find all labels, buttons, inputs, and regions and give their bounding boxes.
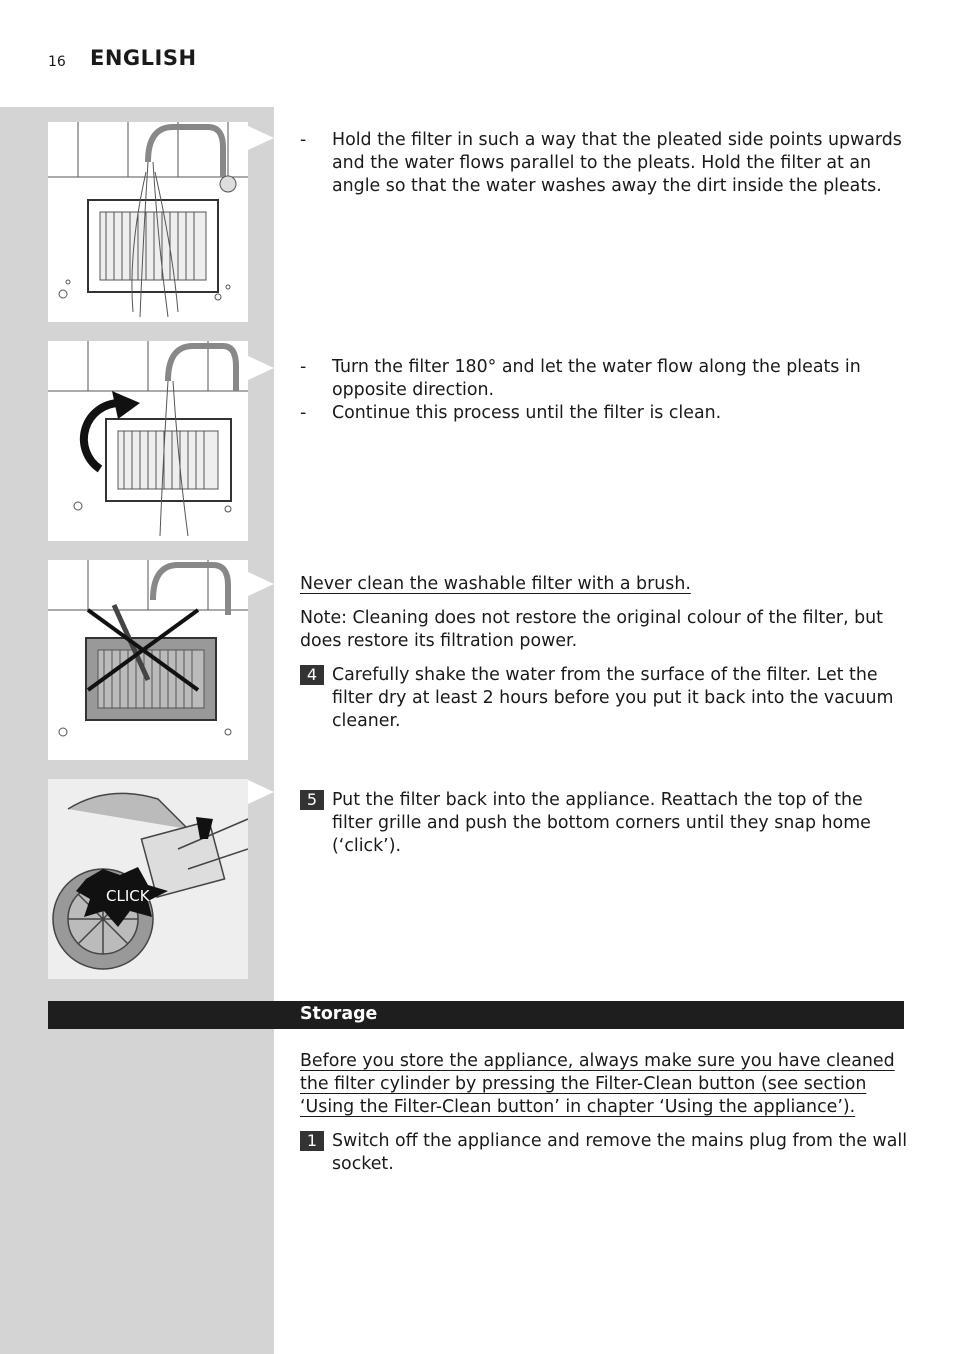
- step-number: 1: [300, 1131, 324, 1151]
- step-text: Switch off the appliance and remove the mains plug from the wall socket.: [332, 1131, 908, 1174]
- bullet-item: - Hold the filter in such a way that the pleated side points upwards and the water flows parallel to the pleats. Hold the filter at an angle so that the water washes away the dirt inside the pleats.: [300, 130, 902, 196]
- section-storage: [300, 1050, 908, 1176]
- step-item: [300, 664, 908, 733]
- storage-heading: Storage: [300, 1004, 378, 1024]
- note-text: Note: Cleaning does not restore the original colour of the filter, but does restore its filtration power.: [300, 608, 884, 651]
- page-number: 16: [48, 54, 66, 70]
- step-text: Carefully shake the water from the surface of the filter. Let the filter dry at least 2 hours before you put it back into the vacuum cleaner.: [332, 665, 894, 731]
- section-drying: [300, 573, 908, 733]
- storage-intro: Before you store the appliance, always make sure you have cleaned the filter cylinder by pressing the Filter-Clean button (see section ‘Using the Filter-Clean button’ in chapter ‘Using the appliance’).: [300, 1051, 895, 1117]
- illustration-pointer: [248, 572, 274, 596]
- section-rinse-instructions: [300, 129, 908, 198]
- illustration-pointer: [248, 126, 274, 150]
- illustration-pointer: [248, 356, 274, 380]
- step-text: Put the filter back into the appliance. Reattach the top of the filter grille and push the bottom corners until they snap home (‘click’).: [332, 790, 871, 856]
- bullet-item: - Turn the filter 180° and let the water flow along the pleats in opposite direction.: [300, 357, 861, 400]
- section-reinsert: [300, 789, 908, 858]
- bullet-item: - Continue this process until the filter is clean.: [300, 403, 722, 423]
- click-label: CLICK: [106, 887, 150, 905]
- illustration-rotate-filter: [48, 341, 248, 541]
- illustration-reinsert-filter: [48, 779, 248, 979]
- section-rotate-instructions: [300, 356, 908, 425]
- step-number: 5: [300, 790, 324, 810]
- step-number: 4: [300, 665, 324, 685]
- storage-heading-bar: [48, 1001, 904, 1029]
- step-item: [300, 789, 908, 858]
- step-item: [300, 1130, 908, 1176]
- illustration-no-brush: [48, 560, 248, 760]
- illustration-rinse-filter-upright: [48, 122, 248, 322]
- warning-text: Never clean the washable filter with a brush.: [300, 574, 691, 594]
- illustration-pointer: [248, 780, 274, 804]
- language-heading: ENGLISH: [90, 46, 197, 70]
